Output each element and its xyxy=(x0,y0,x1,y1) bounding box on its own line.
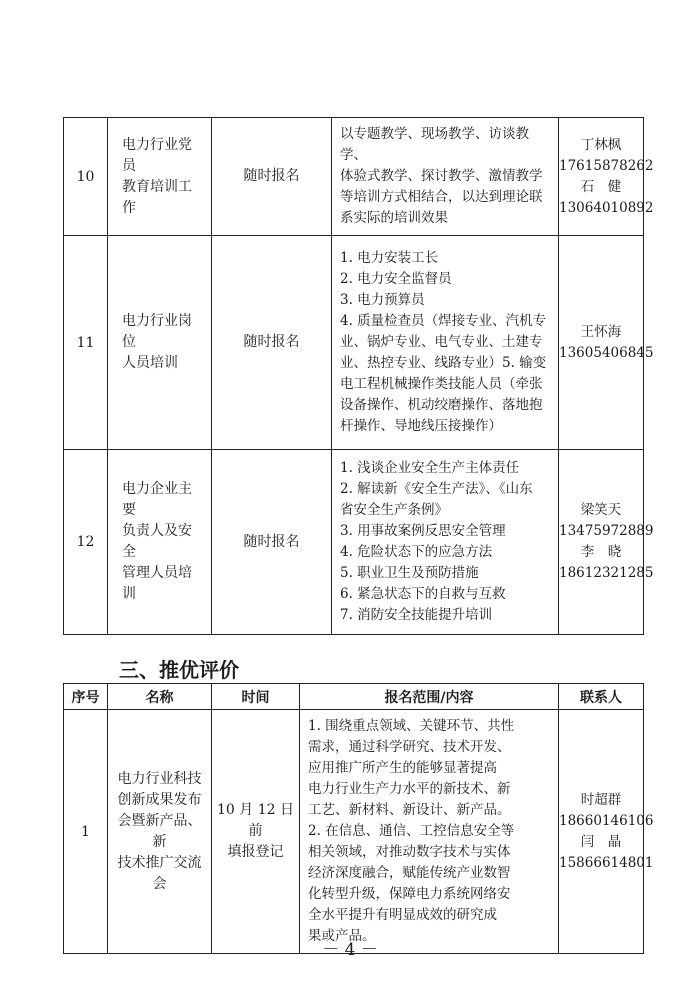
content-line: 6. 紧急状态下的自救与互救 xyxy=(340,586,506,602)
table-row xyxy=(64,118,644,236)
time-line: 填报登记 xyxy=(227,844,284,860)
content-line: 5. 职业卫生及预防措施 xyxy=(340,565,479,581)
row-number: 12 xyxy=(64,450,108,635)
content-line: 体验式教学、探讨教学、激情教学 xyxy=(340,168,543,184)
course-name-line: 电力行业党员 xyxy=(122,136,192,174)
content-line: 电力行业生产力水平的新技术、新 xyxy=(308,781,511,797)
course-name-line: 教育培训工作 xyxy=(122,178,192,216)
contact-person xyxy=(559,118,654,236)
content-line: 2. 解读新《安全生产法》、《山东 xyxy=(340,481,533,497)
header-name: 名称 xyxy=(108,684,212,710)
content-line: 全水平提升有明显成效的研究成 xyxy=(308,907,497,923)
content-line: 应用推广所产生的能够显著提高 xyxy=(308,760,497,776)
contact-line: 18660146106 xyxy=(559,812,654,829)
table-row xyxy=(64,236,644,450)
enroll-time: 随时报名 xyxy=(212,236,332,450)
header-time: 时间 xyxy=(212,684,300,710)
table-row xyxy=(64,710,644,954)
contact-line: 闫 晶 xyxy=(580,833,622,850)
content-line: 系实际的培训效果 xyxy=(340,210,448,226)
content-line: 4. 危险状态下的应急方法 xyxy=(340,544,493,560)
event-name-line: 会 xyxy=(152,875,167,892)
content-line: 相关领域，对推动数字技术与实体 xyxy=(308,844,511,860)
course-content xyxy=(332,236,559,450)
content-line: 经济深度融合，赋能传统产业数智 xyxy=(308,865,511,881)
course-content xyxy=(332,118,559,236)
content-line: 业、热控专业、线路专业）5. 输变 xyxy=(340,355,547,371)
contact-line: 丁林枫 xyxy=(580,136,622,153)
evaluation-table xyxy=(63,683,654,954)
table-header-row xyxy=(64,684,644,710)
content-line: 7. 消防安全技能提升培训 xyxy=(340,607,493,623)
course-name-line: 电力企业主要 xyxy=(122,481,192,518)
contact-line: 17615878262 xyxy=(559,157,654,174)
content-line: 果或产品。 xyxy=(308,928,376,944)
table-row xyxy=(64,450,644,635)
contact-line: 13064010892 xyxy=(559,199,654,216)
contact-line: 13605406845 xyxy=(559,344,654,361)
content-line: 3. 电力预算员 xyxy=(340,292,425,308)
course-name-line: 电力行业岗位 xyxy=(122,313,192,350)
header-contact: 联系人 xyxy=(559,684,644,710)
contact-line: 13475972889 xyxy=(559,523,654,539)
contact-line: 梁笑天 xyxy=(580,502,622,518)
content-line: 工艺、新材料、新设计、新产品。 xyxy=(308,802,511,818)
content-line: 电工程机械操作类技能人员（牵张 xyxy=(340,376,543,392)
content-line: 设备操作、机动绞磨操作、落地抱 xyxy=(340,397,543,413)
content-line: 等培训方式相结合，以达到理论联 xyxy=(340,189,543,205)
contact-line: 王怀海 xyxy=(580,323,622,340)
contact-person xyxy=(559,450,654,635)
content-line: 3. 用事故案例反思安全管理 xyxy=(340,523,506,539)
course-name-line: 负责人及安全 xyxy=(122,523,192,560)
content-line: 杆操作、导地线压接操作） xyxy=(340,418,502,434)
contact-line: 18612321285 xyxy=(559,565,654,581)
event-name-line: 电力行业科技 xyxy=(117,770,202,787)
contact-line: 李 晓 xyxy=(580,544,622,560)
content-line: 省安全生产条例》 xyxy=(340,502,448,518)
course-name xyxy=(108,450,212,635)
contact-line: 15866614801 xyxy=(559,854,654,871)
event-name-line: 创新成果发布 xyxy=(117,791,202,808)
page-number: － 4 － xyxy=(322,940,378,960)
course-name xyxy=(108,118,212,236)
enroll-time xyxy=(212,710,300,954)
row-number: 11 xyxy=(64,236,108,450)
content-line: 1. 电力安装工长 xyxy=(340,250,439,266)
content-line: 1. 围绕重点领域、关键环节、共性 xyxy=(308,718,515,734)
header-content: 报名范围/内容 xyxy=(300,684,559,710)
contact-person xyxy=(559,710,654,954)
content-line: 以专题教学、现场教学、访谈教学、 xyxy=(340,126,529,163)
content-line: 化转型升级，保障电力系统网络安 xyxy=(308,886,511,902)
content-line: 1. 浅谈企业安全生产主体责任 xyxy=(340,460,520,476)
contact-person xyxy=(559,236,654,450)
course-content xyxy=(332,450,559,635)
content-line: 4. 质量检查员（焊接专业、汽机专 xyxy=(340,313,547,329)
course-name xyxy=(108,236,212,450)
section-title: 三、推优评价 xyxy=(119,658,239,682)
event-name-line: 会暨新产品、新 xyxy=(117,812,202,850)
content-line: 需求，通过科学研究、技术开发、 xyxy=(308,739,511,755)
event-name-line: 技术推广交流 xyxy=(117,854,202,871)
contact-line: 石 健 xyxy=(580,178,622,195)
enroll-time: 随时报名 xyxy=(212,450,332,635)
course-name-line: 管理人员培训 xyxy=(122,565,192,602)
contact-line: 时超群 xyxy=(580,791,622,808)
content-line: 2. 电力安全监督员 xyxy=(340,271,452,287)
enroll-time: 随时报名 xyxy=(212,118,332,236)
time-line: 10 月 12 日前 xyxy=(217,802,294,839)
training-table xyxy=(63,117,654,635)
row-number: 10 xyxy=(64,118,108,236)
event-name xyxy=(108,710,212,954)
row-number: 1 xyxy=(64,710,108,954)
course-name-line: 人员培训 xyxy=(122,355,178,371)
content-line: 业、锅炉专业、电气专业、土建专 xyxy=(340,334,543,350)
content-line: 2. 在信息、通信、工控信息安全等 xyxy=(308,823,515,839)
header-num: 序号 xyxy=(64,684,108,710)
event-content xyxy=(300,710,559,954)
